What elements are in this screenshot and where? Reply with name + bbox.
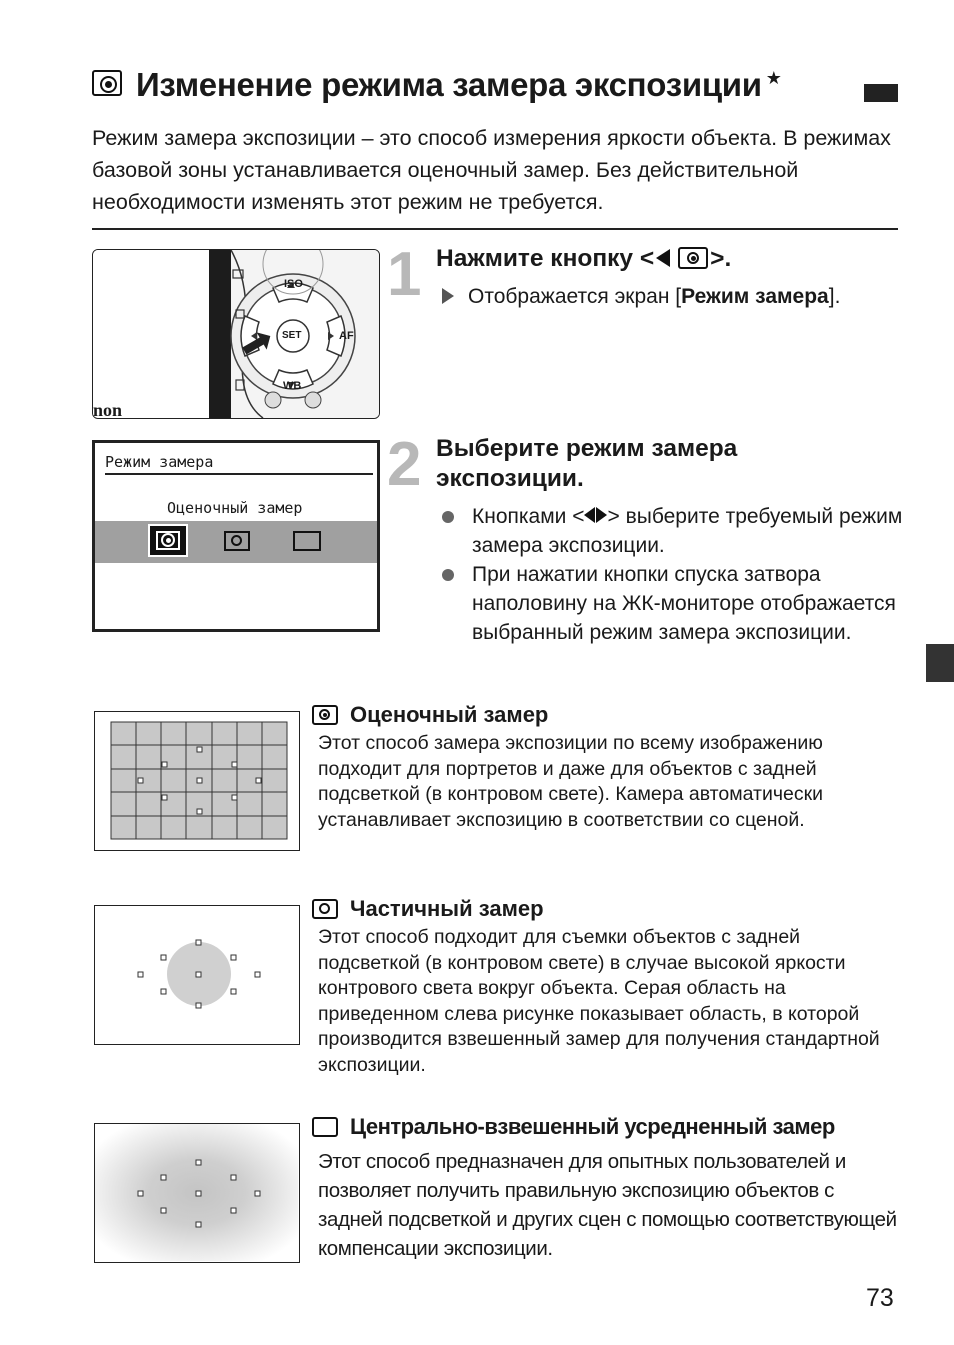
center-weighted-svg [95,1124,298,1261]
step-1-heading-prefix: Нажмите кнопку < [436,245,655,272]
bullet-1-suffix: > выберите требуемый режим замера экспозиции. [472,505,903,557]
star-icon: ★ [765,68,782,88]
step-1-heading [436,244,731,274]
title-marker-bar [864,84,898,102]
step-2-bullet-2 [472,560,912,647]
step-1-heading-suffix: >. [710,245,732,272]
partial-metering-icon [312,899,338,919]
intro-paragraph: Режим замера экспозиции – это способ измерения яркости объекта. В режимах базовой зоны устанавливается оценочный замер. Без действительной необходимости изменять этот режим не требуется. [92,126,891,214]
lcd-selection-bar [95,521,377,563]
center-weighted-metering-icon [312,1117,338,1137]
step-1-text [442,282,840,311]
step-1-text-prefix: Отображается экран [ [468,285,682,308]
bullet-1-prefix: Кнопками < [472,505,585,528]
evaluative-metering-diagram [94,711,300,851]
camera-back-illustration [92,249,380,419]
mode-partial-title: Частичный замер [350,896,544,921]
evaluative-grid-svg [95,712,298,849]
set-label: SET [282,330,302,341]
step-1-text-suffix: ]. [828,285,841,308]
left-right-arrows-icon [584,507,595,523]
bullet-2-text: При нажатии кнопки спуска затвора наполовину на ЖК-мониторе отображается выбранный режим замера экспозиции. [472,563,896,644]
lcd-selected-label: Оценочный замер [167,499,303,517]
right-arrow-part [596,507,607,523]
step-1-number: 1 [387,240,422,309]
mode-evaluative-title: Оценочный замер [350,702,549,727]
partial-metering-diagram [94,905,300,1045]
center-weighted-metering-diagram [94,1123,300,1263]
mode-center-weighted-title: Центрально-взвешенный усредненный замер [350,1114,835,1139]
lcd-center-weighted-icon [293,531,321,551]
iso-label: ISO [284,278,303,290]
evaluative-metering-icon [678,247,708,269]
mode-evaluative-heading [312,702,548,728]
lcd-screen-illustration [92,440,380,632]
mode-evaluative-text: Этот способ замера экспозиции по всему изображению подходит для портретов и даже для объектов с задней подсветкой (в контровом свете). Камера автоматически устанавливает экспозицию в соответствии со сценой. [318,732,824,831]
chapter-tab [926,644,954,682]
page-number: 73 [866,1284,894,1312]
step-2-number: 2 [387,430,422,499]
af-label: AF [339,330,354,342]
evaluative-metering-icon [92,70,122,96]
lcd-title: Режим замера [105,453,214,471]
lcd-divider [105,473,373,475]
mode-center-weighted-text: Этот способ предназначен для опытных пользователей и позволяет получить правильную экспозицию объектов с задней подсветкой и других сцен с помощью соответствующей компенсации экспозиции. [318,1150,897,1260]
left-arrow-icon [656,249,670,267]
step-1-text-bold: Режим замера [681,285,829,308]
camera-svg [93,250,379,418]
lcd-evaluative-icon [148,524,188,557]
brand-fragment: non [93,400,123,419]
wb-label: WB [283,380,302,392]
mode-partial-heading [312,896,544,922]
page-title [92,66,782,104]
partial-svg [95,906,298,1043]
evaluative-metering-icon [312,705,338,725]
bullet-icon [442,511,454,523]
mode-partial-text: Этот способ подходит для съемки объектов с задней подсветкой (в контровом свете) в случае высокой яркости контрового света вокруг объекта. Серая область на приведенном слева рисунке показывает область, в которой производится взвешенный замер для получения стандартной экспозиции. [318,926,880,1076]
lcd-partial-icon [224,531,250,551]
step-2-bullets [472,502,912,647]
triangle-bullet-icon [442,288,454,304]
step-2-heading: Выберите режим замера экспозиции. [436,435,738,492]
step-2-bullet-1 [472,502,912,560]
page-title-text: Изменение режима замера экспозиции [136,66,762,103]
mode-center-weighted-heading [312,1114,835,1140]
bullet-icon [442,569,454,581]
divider [92,228,898,230]
